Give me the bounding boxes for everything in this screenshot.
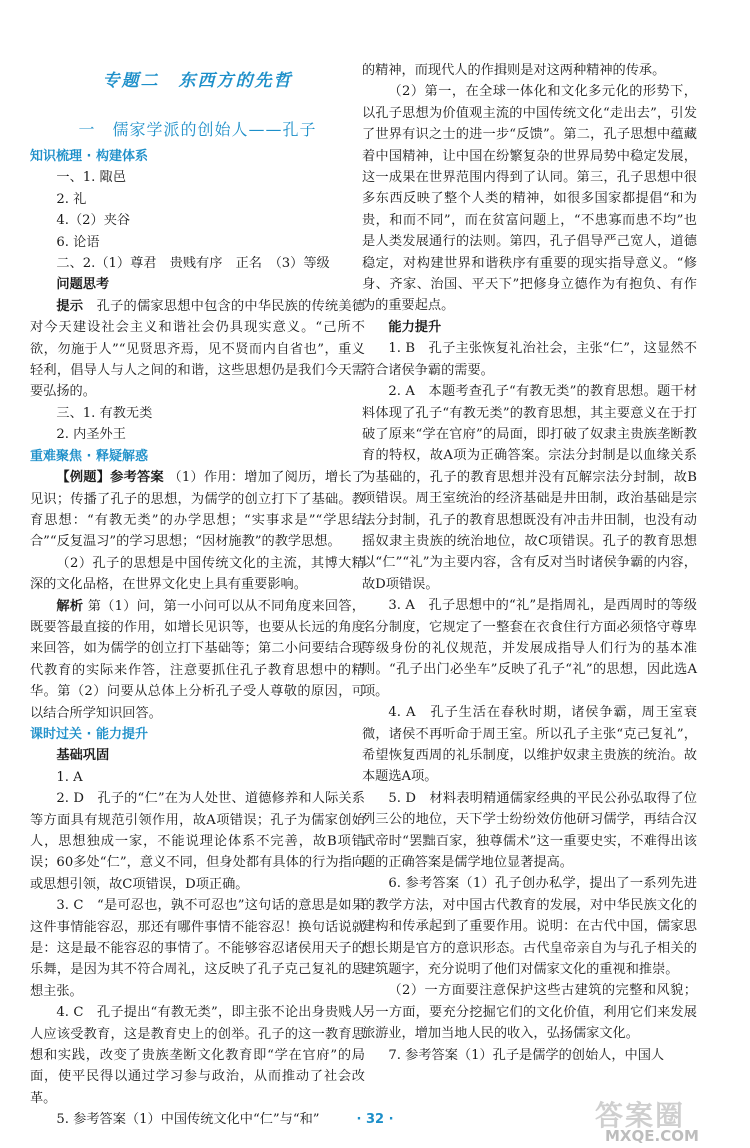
example-label: 【例题】参考答案 [56,470,164,486]
answer-item: 5. D 材料表明精通儒家经典的平民公孙弘取得了位列三公的地位，天下学士纷纷效仿他研习儒学，再结合汉武帝时“罢黜百家，独尊儒术”这一重要史实，不难得出该题的正确答案是儒学地位显著提高。 [362,790,697,871]
answer-item: 2. D 孔子的“仁”在为人处世、道德修养和人际关系等方面具有规范引领作用，故A项错误；孔子为儒家创始人，思想独成一家，不能说理论体系不完善，故B项错误；60多处“仁”，意义不同，但身处都有具体的行为指向或思想引领，故C项错误，D项正确。 [30,791,365,892]
left-column [30,146,365,1131]
watermark-logo-text: 答案圈 [595,1099,686,1132]
question-title: 问题思考 [56,277,110,293]
answer-line: 2. 内圣外王 [56,427,126,443]
answer-item: 4. C 孔子提出“有教无类”，即主张不论出身贵贱人人应该受教育，这是教育史上的创举。孔子的这一教育思想和实践，改变了贵族垄断文化教育即“学在官府”的局面，使平民得以通过学习参与政治，从而推动了社会改革。 [30,1005,365,1106]
answer-line: 4.（2）夹谷 [56,213,131,229]
basic-title: 基础巩固 [56,748,110,764]
watermark [595,1094,745,1146]
section-practice: 课时过关 · 能力提升 [30,726,148,742]
answer-item: 7. 参考答案（1）孔子是儒学的创始人，中国人 [388,1047,665,1063]
answer-item: 4. A 孔子生活在春秋时期，诸侯争霸，周王室衰微，诸侯不再听命于周王室。所以孔子主张“克己复礼”，希望恢复西周的礼乐制度，以维护奴隶主贵族的统治。故本题选A项。 [362,705,697,785]
answer-item: 6. 参考答案（1）孔子创办私学，提出了一系列先进的教学方法，对中国古代教育的发展，对中华民族文化的建构和传承起到了重要作用。说明：在古代中国，儒家思想长期是官方的意识形态。古代皇帝亲自为与孔子相关的建筑题字，充分说明了他们对儒家文化的重视和推崇。 [362,876,697,978]
answer-line: 6. 论语 [56,234,100,250]
answer-paragraph: （2）第一，在全球一体化和文化多元化的形势下，以孔子思想为价值观主流的中国传统文化“走出去”，引发了世界有识之士的进一步“反馈”。第二，孔子思想中蕴藏着中国精神，让中国在纷繁复杂的世界局势中稳定发展，这一成果在世界范围内得到了认同。第三，孔子思想中很多东西反映了整个人类的精神，如很多国家都提倡“和为贵，和而不同”，而在贫富问题上，“不患寡而患不均”也是人类发展通行的法则。第四，孔子倡导严己宽人，道德稳定，对构建世界和谐秩序有重要的现实指导意义。“修身、齐家、治国、平天下”把修身立德作为有抱负、有作为的重要起点。 [362,84,697,314]
example-text: （1）作用：增加了阅历，增长了见识；传播了孔子的思想，为儒学的创立打下了基础。教育思想：“有教无类”的办学思想；“实事求是”“学思结合”“反复温习”的学习思想；“因材施教”的教学思想。 [30,470,366,550]
answer-item: （2）一方面要注意保护这些古建筑的完整和风貌；另一方面，要充分挖掘它们的文化价值，利用它们来发展旅游业，增加当地人民的收入，弘扬儒家文化。 [362,983,697,1042]
answer-line: 三、1. 有教无类 [56,405,153,421]
ability-title: 能力提升 [388,319,442,335]
answer-item: 1. B 孔子主张恢复礼治社会，主张“仁”，这显然不符合诸侯争霸的需要。 [362,341,697,378]
page-number: · 32 · [356,1112,394,1127]
answer-item: 5. 参考答案（1）中国传统文化中“仁”与“和” [56,1112,320,1128]
example-paragraph-2: （2）孔子的思想是中国传统文化的主流，其博大精深的文化品格，在世界文化史上具有重要影响。 [30,555,365,593]
analysis-label: 解析 [56,598,84,614]
tip-paragraph [30,296,365,403]
example-paragraph [30,467,365,553]
answer-line: 2. 礼 [56,191,87,207]
answer-item: 3. A 孔子思想中的“礼”是指周礼，是西周时的等级名分制度，它规定了一整套在衣食住行方面必须恪守尊卑等级身份的礼仪规范，并发展成指导人们行为的基本准则。“孔子出门必坐车”反映了孔子“礼”的思想，因此选A项。 [362,598,697,699]
tip-label: 提示 [56,298,84,314]
answer-line: 二、2.（1）尊君 贵贱有序 正名 （3）等级 [56,256,330,272]
topic-title: 专题二 东西方的先哲 [102,71,293,91]
answer-line: 一、1. 陬邑 [56,170,126,186]
analysis-paragraph [30,596,365,724]
right-column [362,60,697,1066]
section-knowledge: 知识梳理 · 构建体系 [30,149,148,164]
answer-item: 1. A [56,769,83,785]
section-focus: 重难聚焦 · 释疑解惑 [30,448,148,464]
answer-continued: 的精神，而现代人的作揖则是对这两种精神的传承。 [362,63,666,78]
watermark-url: MXQE.COM [605,1127,699,1145]
answer-item: 2. A 本题考查孔子“有教无类”的教育思想。题干材料体现了孔子“有教无类”的教育思想，其主要意义在于打破了原来“学在官府”的局面，即打破了奴隶主贵族垄断教育的特权，故A项为正确答案。宗法分封制是以血缘关系为基础的，孔子的教育思想并没有瓦解宗法分封制，故B项错误。周王室统治的经济基础是井田制，政治基础是宗法分封制，孔子的教育思想既没有冲击井田制，也没有动摇奴隶主贵族的统治地位，故C项错误。孔子的教育思想以“仁”“礼”为主要内容，含有反对当时诸侯争霸的内容，故D项错误。 [362,384,697,592]
analysis-text: 第（1）问，第一小问可以从不同角度来回答，既要答最直接的作用，如增长见识等，也要从长远的角度来回答，如为儒学的创立打下基础等；第二小问要结合现代教育的实际来作答，注意要抓住孔子教育思想中的精华。第（2）问要从总体上分析孔子受人尊敬的原因，可以结合所学知识回答。 [30,598,365,721]
lesson-title: 一 儒家学派的创始人——孔子 [78,120,317,139]
tip-text: 孔子的儒家思想中包含的中华民族的传统美德对今天建设社会主义和谐社会仍具现实意义。“己所不欲，勿施于人”“见贤思齐焉，见不贤而内自省也”，重义轻利，倡导人与人之间的和谐，这些思想仍是我们今天需要弘扬的。 [30,298,366,400]
answer-item: 3. C “是可忍也，孰不可忍也”这句话的意思是如果这件事情能容忍，那还有哪件事情不能容忍！换句话说就是：这是最不能容忍的事情了。不能够容忍诸侯用天子的乐舞，是因为其不符合周礼，这反映了孔子克己复礼的思想主张。 [30,898,365,999]
